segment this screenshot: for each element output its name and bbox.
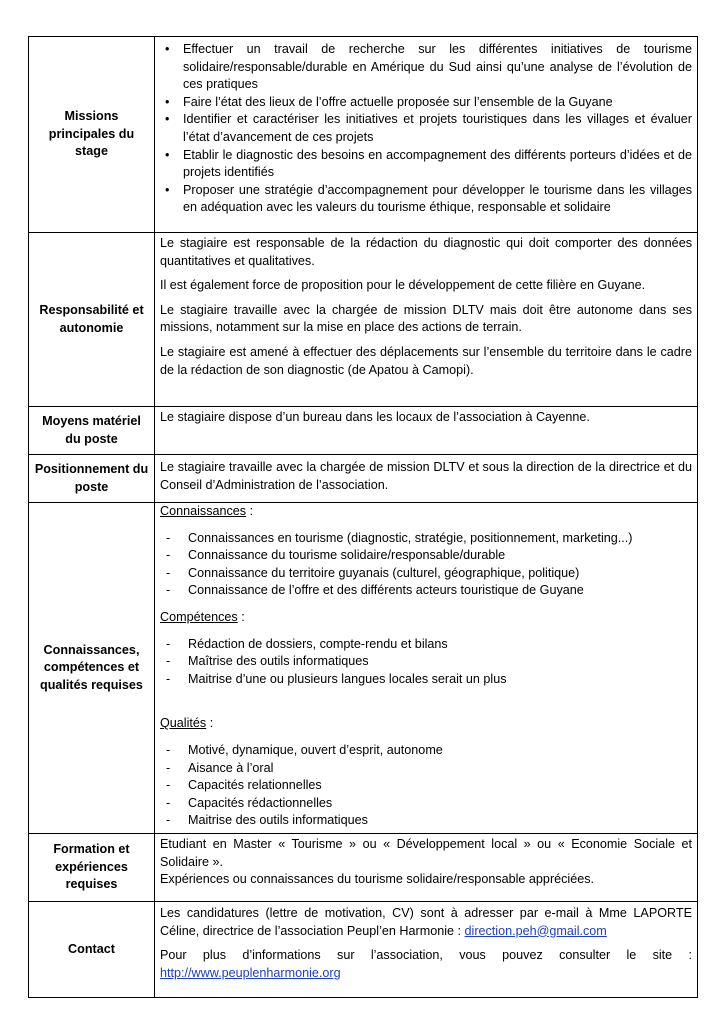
row-missions [29, 37, 698, 233]
list-item: - Motivé, dynamique, ouvert d’esprit, autonome [166, 742, 443, 757]
list-item [160, 94, 692, 112]
list-item [160, 147, 692, 182]
list-item [160, 41, 692, 94]
competences-list [160, 636, 692, 689]
label-positionnement: Positionnement du poste [29, 455, 155, 503]
formation-line: Etudiant en Master « Tourisme » ou « Développement local » ou « Economie Sociale et Solidaire ». [160, 837, 692, 869]
website-link[interactable]: http://www.peuplenharmonie.org [160, 965, 341, 980]
paragraph: Il est également force de proposition pour le développement de cette filière en Guyane. [160, 278, 646, 293]
list-item [160, 111, 692, 146]
connaissances-list [160, 530, 692, 600]
list-item: - Maitrise d’une ou plusieurs langues locales serait un plus [166, 671, 507, 686]
missions-list [160, 41, 692, 217]
row-positionnement [29, 455, 698, 503]
bullet-icon: • [165, 147, 170, 162]
connaissances-heading: Connaissances : [160, 504, 254, 518]
list-item: - Capacités rédactionnelles [166, 795, 333, 810]
formation-line: Expériences ou connaissances du tourisme solidaire/responsable appréciées. [160, 872, 595, 887]
bullet-icon: • [165, 182, 170, 197]
missions-content [155, 37, 698, 233]
list-item: - Connaissance de l’offre et des différents acteurs touristique de Guyane [166, 583, 584, 598]
label-competences: Connaissances, compétences et qualités requises [29, 503, 155, 834]
list-item [160, 182, 692, 217]
mission-text: Identifier et caractériser les initiatives et projets touristiques dans les villages et évaluer l’état d’avancement de ces projets [183, 112, 692, 144]
label-contact: Contact [29, 902, 155, 998]
paragraph: Le stagiaire est responsable de la rédaction du diagnostic qui doit comporter des données quantitatives et qualitatives. [160, 236, 692, 268]
label-moyens: Moyens matériel du poste [29, 407, 155, 455]
competences-content [155, 503, 698, 834]
qualites-list [160, 742, 692, 830]
list-item: - Rédaction de dossiers, compte-rendu et bilans [166, 636, 448, 651]
bullet-icon: • [165, 112, 170, 127]
moyens-content: Le stagiaire dispose d’un bureau dans les locaux de l’association à Cayenne. [155, 407, 698, 455]
internship-details-table [28, 36, 698, 998]
contact-content [155, 902, 698, 998]
row-competences [29, 503, 698, 834]
mission-text: Etablir le diagnostic des besoins en accompagnement des différents porteurs d’idées et de projets identifiés [183, 147, 692, 180]
mission-text: Faire l’état des lieux de l’offre actuelle proposée sur l’ensemble de la Guyane [183, 94, 613, 109]
competences-heading: Compétences : [160, 609, 245, 624]
row-responsabilite [29, 233, 698, 407]
list-item: - Maîtrise des outils informatiques [166, 654, 369, 669]
positionnement-content: Le stagiaire travaille avec la chargée de mission DLTV et sous la direction de la directrice et du Conseil d’Administration de l’association. [155, 455, 698, 503]
label-responsabilite: Responsabilité et autonomie [29, 233, 155, 407]
bullet-icon: • [165, 42, 170, 56]
mission-text: Effectuer un travail de recherche sur les différentes initiatives de tourisme solidaire/responsable/durable en Amérique du Sud ainsi qu’une analyse de l’évolution de ces pratiques [183, 42, 692, 92]
row-formation [29, 834, 698, 902]
bullet-icon: • [165, 94, 170, 109]
list-item: - Aisance à l’oral [166, 760, 274, 775]
row-moyens [29, 407, 698, 455]
label-missions: Missions principales du stage [29, 37, 155, 233]
list-item: - Connaissance du territoire guyanais (culturel, géographique, politique) [166, 565, 580, 580]
mission-text: Proposer une stratégie d’accompagnement pour développer le tourisme dans les villages en adéquation avec les valeurs du tourisme éthique, responsable et solidaire [183, 182, 692, 215]
qualites-heading: Qualités : [160, 716, 214, 731]
list-item: - Maitrise des outils informatiques [166, 813, 368, 828]
paragraph: Le stagiaire est amené à effectuer des déplacements sur l’ensemble du territoire dans le cadre de la rédaction de son diagnostic (de Apatou à Camopi). [160, 344, 692, 377]
responsabilite-content [155, 233, 698, 407]
list-item: - Connaissances en tourisme (diagnostic, stratégie, positionnement, marketing...) [166, 530, 633, 545]
email-link[interactable]: direction.peh@gmail.com [464, 923, 607, 938]
label-formation: Formation et expériences requises [29, 834, 155, 902]
row-contact [29, 902, 698, 998]
formation-content [155, 834, 698, 902]
website-paragraph: Pour plus d’informations sur l’association, vous pouvez consulter le site : http://www.peuplenharmonie.org [160, 948, 692, 980]
list-item: - Connaissance du tourisme solidaire/responsable/durable [166, 548, 506, 563]
contact-paragraph: Les candidatures (lettre de motivation, CV) sont à adresser par e-mail à Mme LAPORTE Céline, directrice de l’association Peupl’en Harmonie : direction.peh@gmail.com [160, 906, 692, 938]
list-item: - Capacités relationnelles [166, 778, 322, 793]
paragraph: Le stagiaire travaille avec la chargée de mission DLTV mais doit être autonome dans ses missions, notamment sur la mise en place des actions de terrain. [160, 302, 692, 335]
